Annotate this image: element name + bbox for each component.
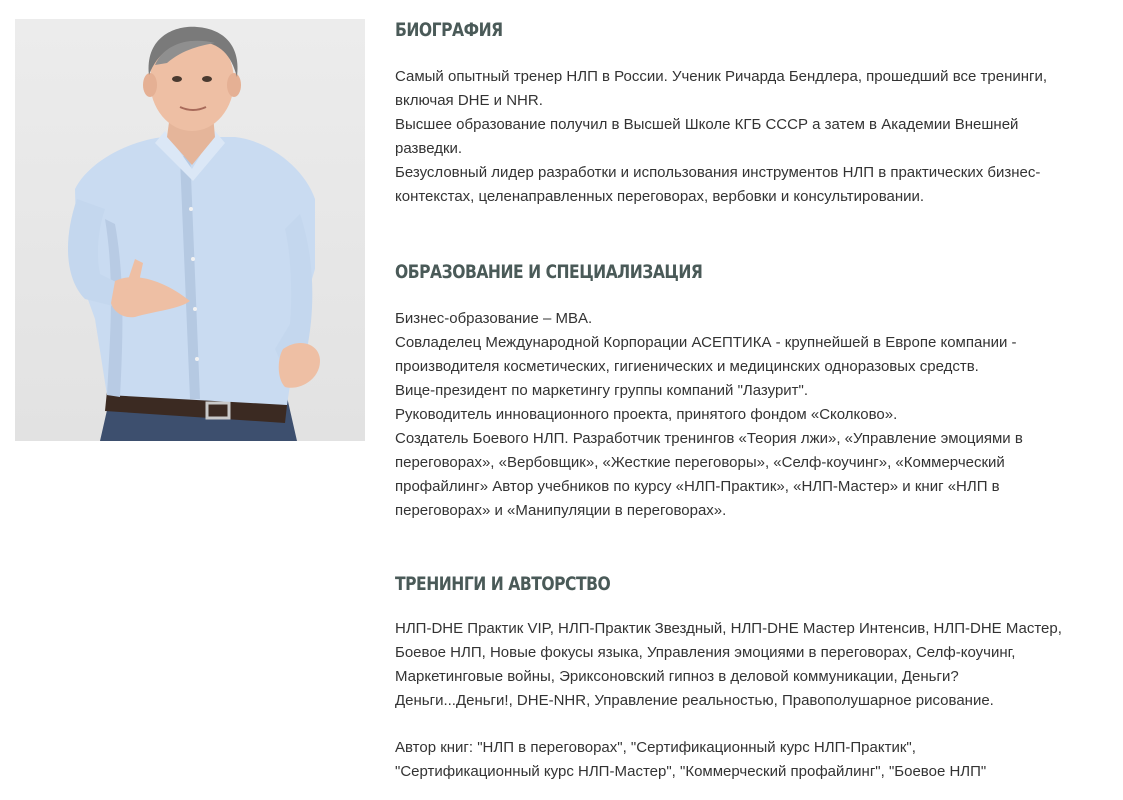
biography-line: контекстах, целенаправленных переговорах, вербовки и консультировании. <box>395 188 925 205</box>
trainings-line: НЛП-DHE Практик VIP, НЛП-Практик Звездный, НЛП-DHE Мастер Интенсив, НЛП-DHE Мастер, <box>395 620 1062 637</box>
education-line: Руководитель инновационного проекта, принятого фондом «Сколково». <box>395 406 898 423</box>
trainings-line: Маркетинговые войны, Эриксоновский гипноз в деловой коммуникации, Деньги? <box>395 668 959 685</box>
trainings-text <box>395 617 1110 713</box>
portrait-illustration <box>15 19 365 441</box>
biography-line: Высшее образование получил в Высшей Школе КГБ СССР а затем в Академии Внешней <box>395 116 1019 133</box>
biography-line: Самый опытный тренер НЛП в России. Ученик Ричарда Бендлера, прошедший все тренинги, <box>395 68 1048 85</box>
education-text <box>395 307 1110 523</box>
books-line: "Сертификационный курс НЛП-Мастер", "Коммерческий профайлинг", "Боевое НЛП" <box>395 763 987 780</box>
biography-line: включая DHE и NHR. <box>395 92 543 109</box>
education-line: Совладелец Международной Корпорации АСЕПТИКА - крупнейшей в Европе компании - <box>395 334 1017 351</box>
trainings-title: ТРЕНИНГИ И АВТОРСТВО <box>395 573 611 595</box>
education-line: профайлинг» Автор учебников по курсу «НЛП-Практик», «НЛП-Мастер» и книг «НЛП в <box>395 478 1000 495</box>
books-line: Автор книг: "НЛП в переговорах", "Сертификационный курс НЛП-Практик", <box>395 739 916 756</box>
education-line: переговорах», «Вербовщик», «Жесткие переговоры», «Селф-коучинг», «Коммерческий <box>395 454 1005 471</box>
education-line: Создатель Боевого НЛП. Разработчик тренингов «Теория лжи», «Управление эмоциями в <box>395 430 1023 447</box>
biography-line: разведки. <box>395 140 463 157</box>
education-line: Бизнес-образование – MBA. <box>395 310 593 327</box>
biography-title: БИОГРАФИЯ <box>395 19 503 41</box>
biography-text <box>395 65 1110 209</box>
books-text <box>395 736 1110 784</box>
trainings-line: Боевое НЛП, Новые фокусы языка, Управления эмоциями в переговорах, Селф-коучинг, <box>395 644 1016 661</box>
education-line: переговорах» и «Манипуляции в переговорах». <box>395 502 727 519</box>
education-title: ОБРАЗОВАНИЕ И СПЕЦИАЛИЗАЦИЯ <box>395 261 703 283</box>
portrait-photo <box>15 19 365 441</box>
trainings-line: Деньги...Деньги!, DHE-NHR, Управление реальностью, Правополушарное рисование. <box>395 692 994 709</box>
content-column <box>395 16 1110 784</box>
education-line: Вице-президент по маркетингу группы компаний "Лазурит". <box>395 382 809 399</box>
biography-line: Безусловный лидер разработки и использования инструментов НЛП в практических бизнес- <box>395 164 1041 181</box>
education-line: производителя косметических, гигиенических и медицинских одноразовых средств. <box>395 358 979 375</box>
